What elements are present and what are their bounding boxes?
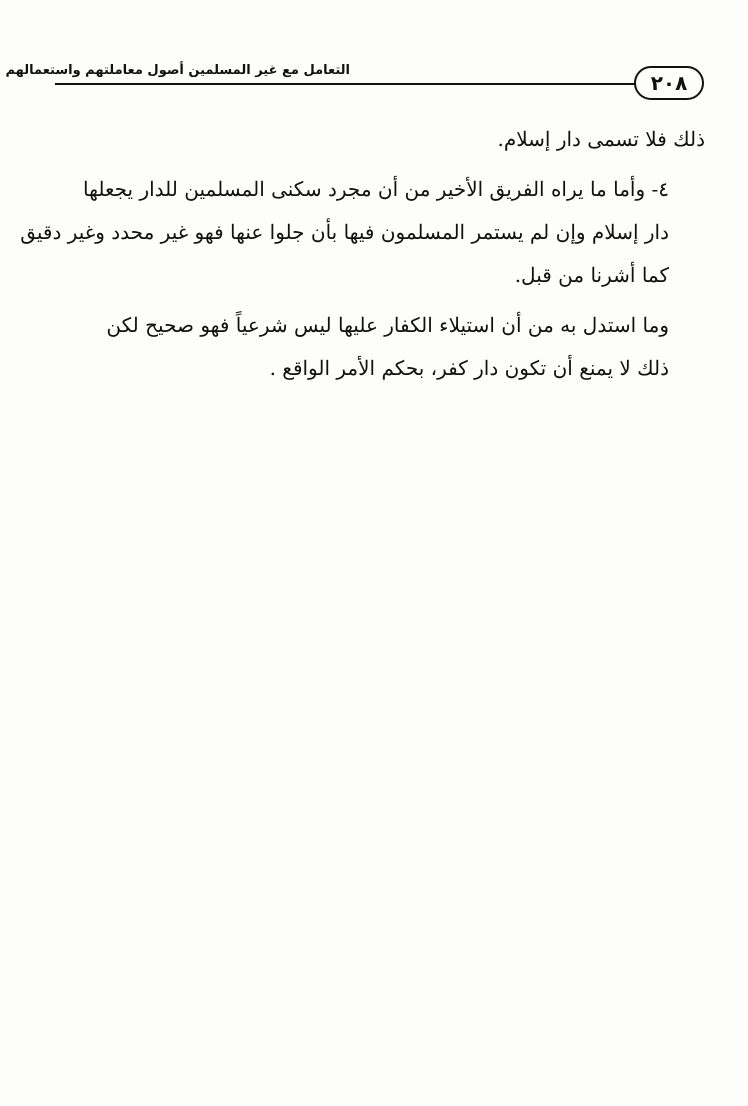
text-line: ذلك لا يمنع أن تكون دار كفر، بحكم الأمر الواقع . (269, 356, 669, 380)
header-rule (55, 83, 645, 85)
text-line: ذلك فلا تسمى دار إسلام. (497, 127, 705, 151)
page-number: ٢٠٨ (634, 66, 704, 100)
text-line: ٤- وأما ما يراه الفريق الأخير من أن مجرد سكنى المسلمين للدار يجعلها (83, 177, 669, 201)
paragraph-2 (20, 168, 705, 297)
running-header (5, 60, 688, 95)
text-line: وما استدل به من أن استيلاء الكفار عليها ليس شرعياً فهو صحيح لكن (106, 313, 669, 337)
text-line: دار إسلام وإن لم يستمر المسلمون فيها بأن جلوا عنها فهو غير محدد وغير دقيق (20, 220, 669, 244)
body-text (20, 118, 705, 397)
running-title: التعامل مع غير المسلمين أصول معاملتهم واستعمالهم (5, 63, 350, 78)
paragraph-1 (65, 118, 705, 161)
text-line: كما أشرنا من قبل. (514, 263, 669, 287)
paragraph-3 (65, 304, 705, 390)
